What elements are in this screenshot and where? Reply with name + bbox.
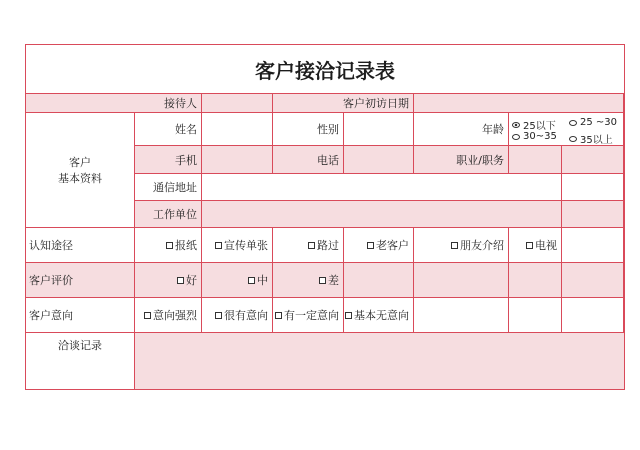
rating-label: 客户评价 xyxy=(26,263,135,298)
source-option-newspaper[interactable]: 报纸 xyxy=(135,228,202,263)
intent-option-strong[interactable]: 意向强烈 xyxy=(135,298,202,333)
source-option-friend[interactable]: 朋友介绍 xyxy=(414,228,509,263)
tel-label: 电话 xyxy=(273,146,344,174)
checkbox-icon xyxy=(367,242,374,249)
checkbox-icon xyxy=(144,312,151,319)
gender-field[interactable] xyxy=(344,113,414,146)
checkbox-icon xyxy=(248,277,255,284)
mobile-field[interactable] xyxy=(202,146,273,174)
radio-icon xyxy=(569,136,577,142)
job-label: 职业/职务 xyxy=(414,146,509,174)
form-title: 客户接洽记录表 xyxy=(26,45,624,94)
checkbox-icon xyxy=(319,277,326,284)
visit-date-field[interactable] xyxy=(414,94,624,113)
rating-option-medium[interactable]: 中 xyxy=(202,263,273,298)
checkbox-icon xyxy=(345,312,352,319)
radio-icon xyxy=(569,120,577,126)
job-field[interactable] xyxy=(509,146,562,174)
rating-option-poor[interactable]: 差 xyxy=(273,263,344,298)
mobile-label: 手机 xyxy=(135,146,202,174)
work-label: 工作单位 xyxy=(135,201,202,228)
intent-option-none[interactable]: 基本无意向 xyxy=(344,298,414,333)
checkbox-icon xyxy=(275,312,282,319)
radio-icon xyxy=(512,134,520,140)
checkbox-icon xyxy=(526,242,533,249)
age-option-under25[interactable]: 25以下 xyxy=(512,117,556,132)
notes-label: 洽谈记录 xyxy=(26,333,135,389)
visit-date-label: 客户初访日期 xyxy=(273,94,414,113)
source-label: 认知途径 xyxy=(26,228,135,263)
work-field[interactable] xyxy=(202,201,562,228)
name-label: 姓名 xyxy=(135,113,202,146)
age-option-over35[interactable]: 35以上 xyxy=(569,131,613,146)
age-label: 年龄 xyxy=(414,113,509,146)
record-form xyxy=(25,44,625,390)
age-option-25-30[interactable]: 25 ~30 xyxy=(569,117,617,128)
checkbox-icon xyxy=(166,242,173,249)
rating-option-good[interactable]: 好 xyxy=(135,263,202,298)
checkbox-icon xyxy=(451,242,458,249)
checkbox-icon xyxy=(215,312,222,319)
gender-label: 性别 xyxy=(273,113,344,146)
intent-blank-1 xyxy=(414,298,509,333)
checkbox-icon xyxy=(215,242,222,249)
source-blank xyxy=(562,228,624,263)
intent-option-some[interactable]: 有一定意向 xyxy=(273,298,344,333)
address-field-extra[interactable] xyxy=(562,174,624,201)
basic-info-line2: 基本资料 xyxy=(58,172,102,185)
source-option-passing[interactable]: 路过 xyxy=(273,228,344,263)
source-option-tv[interactable]: 电视 xyxy=(509,228,562,263)
rating-blank-2 xyxy=(414,263,509,298)
reception-field[interactable] xyxy=(202,94,273,113)
checkbox-icon xyxy=(177,277,184,284)
rating-blank-3 xyxy=(509,263,562,298)
radio-selected-icon xyxy=(512,122,520,128)
source-option-flyer[interactable]: 宣传单张 xyxy=(202,228,273,263)
tel-field[interactable] xyxy=(344,146,414,174)
work-field-extra[interactable] xyxy=(562,201,624,228)
address-label: 通信地址 xyxy=(135,174,202,201)
source-option-old-customer[interactable]: 老客户 xyxy=(344,228,414,263)
address-field[interactable] xyxy=(202,174,562,201)
age-options xyxy=(509,113,624,146)
reception-label: 接待人 xyxy=(26,94,202,113)
basic-info-line1: 客户 xyxy=(69,156,91,169)
basic-info-section xyxy=(26,113,135,228)
intent-label: 客户意向 xyxy=(26,298,135,333)
intent-blank-2 xyxy=(509,298,562,333)
name-field[interactable] xyxy=(202,113,273,146)
intent-option-very[interactable]: 很有意向 xyxy=(202,298,273,333)
rating-blank-4 xyxy=(562,263,624,298)
checkbox-icon xyxy=(308,242,315,249)
intent-blank-3 xyxy=(562,298,624,333)
notes-field[interactable] xyxy=(135,333,624,389)
job-field-extra[interactable] xyxy=(562,146,624,174)
rating-blank-1 xyxy=(344,263,414,298)
age-option-30-35[interactable]: 30~35 xyxy=(512,131,557,142)
